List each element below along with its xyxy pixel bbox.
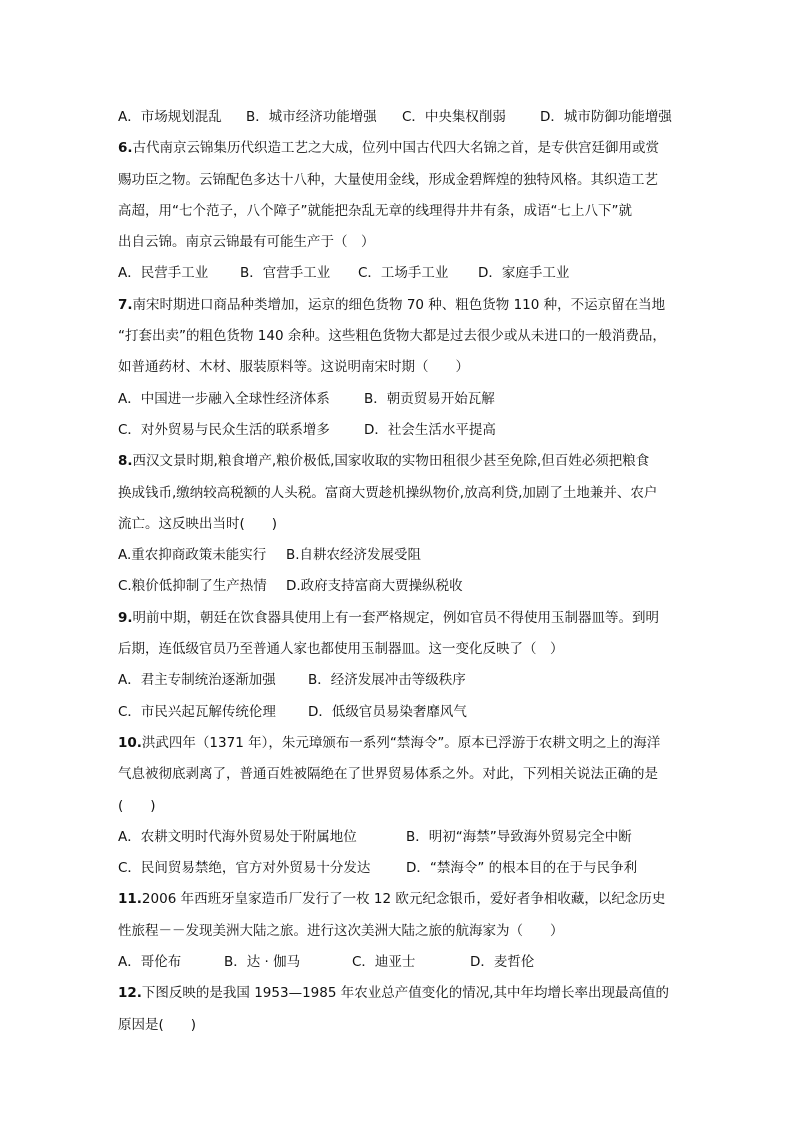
q6-line-2: 赐功臣之物。云锦配色多达十八种，大量使用金线，形成金碧辉煌的独特风格。其织造工艺 xyxy=(118,171,658,188)
q8-text-1: 西汉文景时期,粮食增产,粮价极低,国家收取的实物田租很少甚至免除,但百姓必须把粮食 xyxy=(132,453,650,470)
q8-line-2: 换成钱币,缴纳较高税额的人头税。富商大贾趁机操纵物价,放高利贷,加剧了土地兼并、农户 xyxy=(118,484,658,501)
q8-option-b: B.自耕农经济发展受阻 xyxy=(286,547,422,564)
q7-number: 7. xyxy=(118,296,133,313)
q11-text-1: 2006 年西班牙皇家造币厂发行了一枚 12 欧元纪念银币，爱好者争相收藏，以纪念历史 xyxy=(141,891,666,908)
q10-line-3: ( ) xyxy=(118,797,156,814)
q7-option-c: C．对外贸易与民众生活的联系增多 xyxy=(118,421,330,438)
q7-options-row-2 xyxy=(118,415,678,446)
q10-line-1 xyxy=(118,728,678,759)
q6-number: 6. xyxy=(118,140,133,157)
q9-option-a: A．君主专制统治逐渐加强 xyxy=(118,672,276,689)
q11-option-c: C．迪亚士 xyxy=(352,954,416,971)
q5-options xyxy=(118,102,678,133)
q8-option-c: C.粮价低抑制了生产热情 xyxy=(118,578,267,595)
q10-options-row-1 xyxy=(118,822,678,853)
q11-options xyxy=(118,947,678,978)
q11-option-b: B．达 · 伽马 xyxy=(224,954,301,971)
q6-options xyxy=(118,258,678,289)
q10-line-2: 气息被彻底剥离了，普通百姓被隔绝在了世界贸易体系之外。对此，下列相关说法正确的是 xyxy=(118,766,658,783)
q10-option-b: B．明初“海禁”导致海外贸易完全中断 xyxy=(406,828,632,845)
q12-line-2: 原因是( ) xyxy=(118,1016,197,1033)
q8-line-1 xyxy=(118,446,678,477)
q9-number: 9. xyxy=(118,609,133,626)
q7-text-1: 南宋时期进口商品种类增加，运京的细色货物 70 种、粗色货物 110 种，不运京留在当地 xyxy=(132,296,666,313)
q11-line-2: 性旅程－－发现美洲大陆之旅。进行这次美洲大陆之旅的航海家为（ ） xyxy=(118,922,564,939)
q9-text-1: 明前中期，朝廷在饮食器具使用上有一套严格规定，例如官员不得使用玉制器皿等。到明 xyxy=(132,609,660,626)
q12-line-1 xyxy=(118,978,678,1009)
q9-options-row-1 xyxy=(118,665,678,696)
q7-option-a: A．中国进一步融入全球性经济体系 xyxy=(118,390,330,407)
q8-options-row-1 xyxy=(118,540,678,571)
q8-option-d: D.政府支持富商大贾操纵税收 xyxy=(286,578,463,595)
q10-option-a: A．农耕文明时代海外贸易处于附属地位 xyxy=(118,828,357,845)
q7-option-b: B．朝贡贸易开始瓦解 xyxy=(364,390,495,407)
q6-option-b: B．官营手工业 xyxy=(240,265,331,282)
q6-option-a: A．民营手工业 xyxy=(118,265,209,282)
q6-line-4: 出自云锦。南京云锦最有可能生产于（ ） xyxy=(118,234,375,251)
q11-line-1 xyxy=(118,884,678,915)
q6-option-d: D．家庭手工业 xyxy=(478,265,570,282)
q9-option-c: C．市民兴起瓦解传统伦理 xyxy=(118,703,276,720)
q10-options-row-2 xyxy=(118,853,678,884)
q10-option-c: C．民间贸易禁绝，官方对外贸易十分发达 xyxy=(118,860,371,877)
q5-option-b: B．城市经济功能增强 xyxy=(246,109,377,125)
q9-option-b: B．经济发展冲击等级秩序 xyxy=(308,672,466,689)
q10-text-1: 洪武四年（1371 年），朱元璋颁布一系列“禁海令”。原本已浮游于农耕文明之上的海洋 xyxy=(141,734,661,751)
q8-number: 8. xyxy=(118,453,133,470)
q6-line-3: 高超，用“七个范子，八个障子”就能把杂乱无章的线理得井井有条，成语“七上八下”就 xyxy=(118,202,632,219)
q6-line-1 xyxy=(118,133,678,164)
q10-option-d: D．“禁海令” 的根本目的在于与民争利 xyxy=(406,860,638,877)
q6-option-c: C．工场手工业 xyxy=(358,265,449,282)
q11-option-a: A．哥伦布 xyxy=(118,954,182,971)
q9-options-row-2 xyxy=(118,697,678,728)
q11-number: 11. xyxy=(118,891,142,908)
q8-line-3: 流亡。这反映出当时( ) xyxy=(118,515,278,532)
q7-options-row-1 xyxy=(118,384,678,415)
q5-option-a: A．市场规划混乱 xyxy=(118,109,222,125)
q9-option-d: D．低级官员易染奢靡风气 xyxy=(308,703,467,720)
q12-text-1: 下图反映的是我国 1953—1985 年农业总产值变化的情况,其中年均增长率出现最高值的 xyxy=(141,985,670,1002)
q9-line-1 xyxy=(118,603,678,634)
question-list xyxy=(118,102,678,1041)
q7-line-3: 如普通药材、木材、服装原料等。这说明南宋时期（ ） xyxy=(118,359,469,376)
q7-line-2: “打套出卖”的粗色货物 140 余种。这些粗色货物大都是过去很少或从未进口的一般消费品， xyxy=(118,328,666,345)
q9-line-2: 后期，连低级官员乃至普通人家也都使用玉制器皿。这一变化反映了（ ） xyxy=(118,641,564,658)
q8-option-a: A.重农抑商政策未能实行 xyxy=(118,547,267,564)
q10-number: 10. xyxy=(118,734,142,751)
q6-text-1: 古代南京云锦集历代织造工艺之大成，位列中国古代四大名锦之首，是专供宫廷御用或赏 xyxy=(132,140,660,157)
q5-option-d: D．城市防御功能增强 xyxy=(540,109,672,125)
q7-option-d: D．社会生活水平提高 xyxy=(364,421,496,438)
q11-option-d: D．麦哲伦 xyxy=(470,954,535,971)
q8-options-row-2 xyxy=(118,571,678,602)
q7-line-1 xyxy=(118,290,678,321)
q12-number: 12. xyxy=(118,985,142,1002)
q5-option-c: C．中央集权削弱 xyxy=(402,109,506,125)
